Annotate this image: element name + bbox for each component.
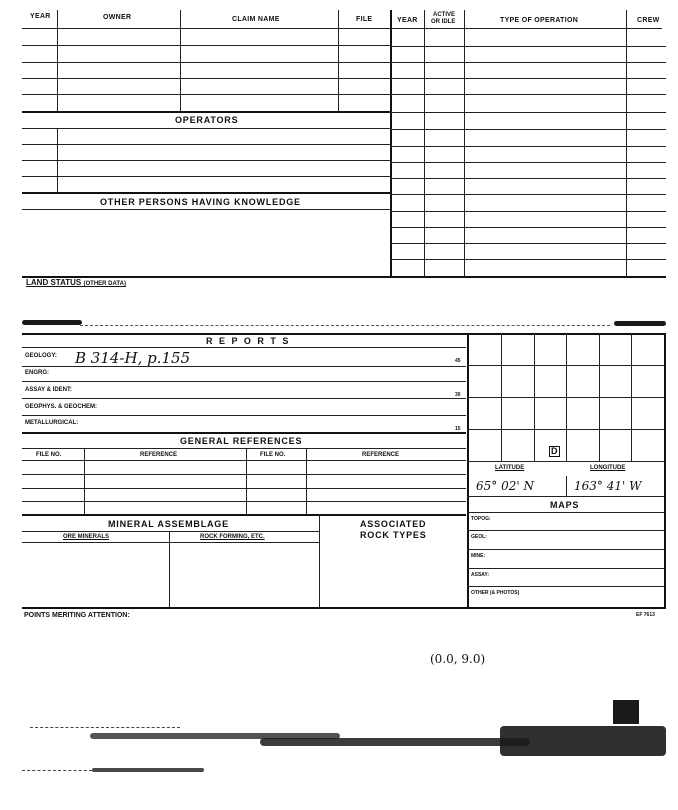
scan-smudge (500, 726, 666, 756)
rule (390, 162, 666, 163)
col-reference-2: REFERENCE (362, 452, 400, 458)
rule (464, 10, 465, 276)
rule (390, 227, 666, 228)
rule (390, 78, 666, 79)
rule (22, 209, 390, 210)
col-header-or-idle: OR IDLE (431, 19, 456, 25)
rule (22, 514, 466, 516)
rule (22, 45, 390, 46)
rule (566, 476, 567, 496)
maps-row-topog: TOPOG: (471, 516, 491, 522)
rule (390, 94, 666, 95)
land-status-label (26, 278, 126, 287)
rule (22, 460, 466, 461)
col-header-crew: CREW (637, 17, 660, 24)
ore-minerals-label: ORE MINERALS (63, 534, 110, 540)
form-number: EF 7613 (636, 612, 655, 618)
rule (246, 448, 247, 514)
scan-smudge (22, 320, 82, 325)
report-code-30: 30 (455, 392, 461, 398)
land-status-text: LAND STATUS (26, 278, 82, 287)
rule (57, 10, 58, 112)
grid-mark: D (551, 446, 558, 456)
rule (390, 211, 666, 212)
rule (22, 94, 390, 95)
report-label-metallurgical: METALLURGICAL: (25, 420, 79, 426)
report-label-geology: GEOLOGY: (25, 353, 57, 359)
rule (390, 243, 666, 244)
rule (467, 512, 664, 513)
rule (626, 10, 627, 276)
grid-line (467, 365, 664, 366)
rule (390, 259, 666, 260)
rule (390, 62, 666, 63)
rule (467, 333, 469, 608)
rule (22, 347, 466, 348)
scan-smudge (260, 738, 530, 746)
rule (390, 112, 666, 113)
report-label-assay: ASSAY & IDENT: (25, 387, 73, 393)
rule (22, 62, 390, 63)
scan-smudge (92, 768, 204, 772)
rule (390, 178, 666, 179)
geology-handwritten: B 314-H, p.155 (75, 349, 191, 367)
rule (22, 415, 466, 416)
general-references-title: GENERAL REFERENCES (180, 436, 303, 446)
rule (22, 160, 390, 161)
rule (180, 10, 181, 112)
rule (22, 192, 390, 194)
maps-row-mine: MINE: (471, 553, 486, 559)
land-status-sub: (OTHER DATA) (83, 281, 126, 287)
maps-title: MAPS (550, 500, 580, 510)
rule (22, 542, 319, 543)
col-header-owner: OWNER (103, 14, 132, 21)
rule (22, 398, 466, 399)
rule (467, 586, 664, 587)
rule (306, 448, 307, 514)
report-label-geophys: GEOPHYS. & GEOCHEM: (25, 404, 98, 410)
col-header-year: YEAR (30, 13, 51, 20)
col-header-claim-name: CLAIM NAME (232, 16, 280, 23)
rule (22, 432, 466, 434)
rule (390, 194, 666, 195)
rule (319, 514, 320, 608)
rule (22, 144, 390, 145)
rule (22, 128, 390, 129)
rule (467, 568, 664, 569)
rule (22, 333, 666, 335)
maps-row-geol: GEOL: (471, 534, 487, 540)
coordinates-note: (0.0, 9.0) (430, 652, 486, 666)
longitude-label: LONGITUDE (590, 465, 626, 471)
rule (424, 10, 425, 276)
latitude-value: 65° 02' N (476, 479, 534, 493)
col-header-active: ACTIVE (433, 12, 456, 18)
scan-dashes (22, 770, 92, 771)
rule (22, 176, 390, 177)
rule (338, 10, 339, 112)
scan-dashes (80, 325, 610, 326)
rule (84, 448, 85, 514)
header-rule (22, 28, 662, 29)
reports-title: R E P O R T S (206, 336, 291, 346)
longitude-value: 163° 41' W (574, 479, 642, 493)
associated-label: ASSOCIATED (360, 519, 427, 529)
maps-row-other: OTHER (& PHOTOS) (471, 590, 520, 596)
rule (390, 10, 392, 276)
scan-smudge (614, 321, 666, 326)
latitude-label: LATITUDE (495, 465, 525, 471)
rule (22, 448, 466, 449)
rule (22, 381, 466, 382)
rock-forming-label: ROCK FORMING, ETC. (200, 534, 265, 540)
rule (467, 530, 664, 531)
rule (22, 501, 466, 502)
rule (22, 111, 390, 113)
points-meriting-attention-label: POINTS MERITING ATTENTION: (24, 612, 130, 619)
report-code-45: 45 (455, 358, 461, 364)
other-persons-label: OTHER PERSONS HAVING KNOWLEDGE (100, 197, 301, 207)
rule (467, 549, 664, 550)
rule (390, 46, 666, 47)
rule (22, 474, 466, 475)
report-label-engrg: ENGRG: (25, 370, 49, 376)
col-reference: REFERENCE (140, 452, 178, 458)
rock-types-label: ROCK TYPES (360, 530, 427, 540)
col-header-type-of-operation: TYPE OF OPERATION (500, 17, 579, 24)
rule (390, 129, 666, 130)
mineral-assemblage-title: MINERAL ASSEMBLAGE (108, 519, 229, 529)
grid-line (467, 429, 664, 430)
grid-line (467, 461, 664, 462)
rule (22, 488, 466, 489)
rule (22, 366, 466, 367)
scan-dashes (30, 727, 180, 728)
rule (22, 78, 390, 79)
col-file-no: FILE NO. (36, 452, 62, 458)
report-code-15: 15 (455, 426, 461, 432)
grid-line (467, 397, 664, 398)
rule (390, 146, 666, 147)
col-header-file: FILE (356, 16, 373, 23)
rule (467, 496, 664, 497)
col-file-no-2: FILE NO. (260, 452, 286, 458)
operators-label: OPERATORS (175, 115, 239, 125)
maps-row-assay: ASSAY: (471, 572, 490, 578)
col-header-year-2: YEAR (397, 17, 418, 24)
rule (22, 607, 666, 609)
rule (664, 333, 666, 608)
scan-block (613, 700, 639, 724)
rule (22, 531, 319, 532)
